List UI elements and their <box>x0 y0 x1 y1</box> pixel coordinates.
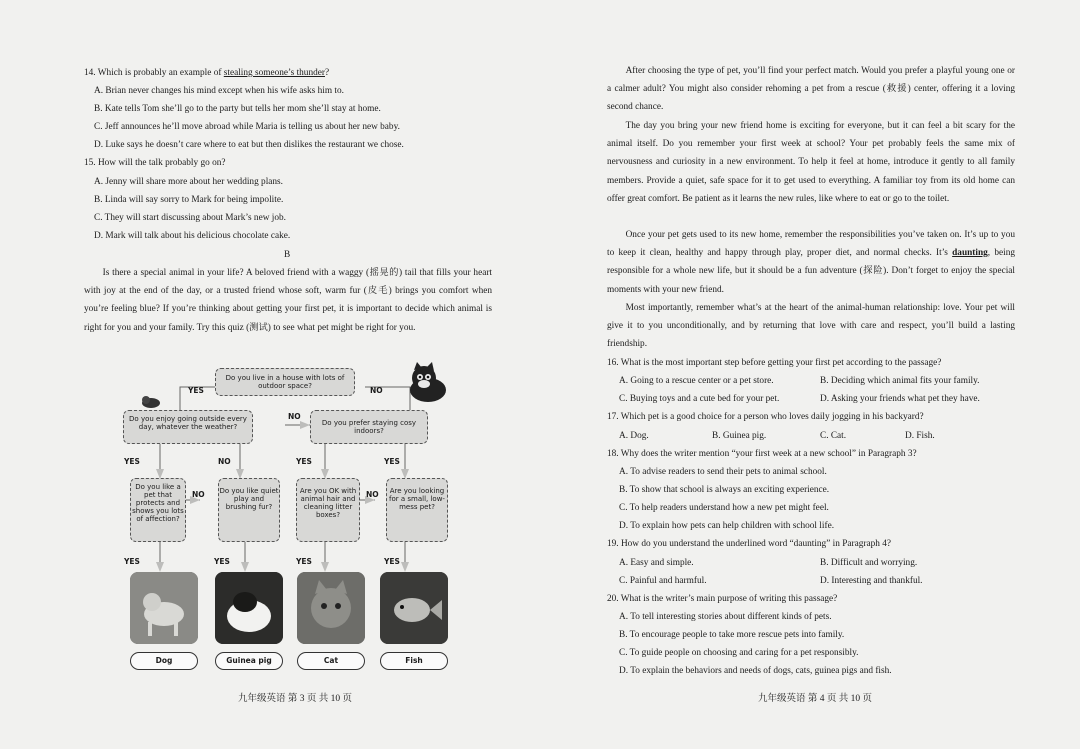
dog-photo <box>130 572 198 644</box>
q14-underlined-phrase: stealing someone’s thunder <box>223 68 325 78</box>
result-dog: Dog <box>130 652 198 670</box>
q18-option-a: A. To advise readers to send their pets to animal school. <box>619 467 827 477</box>
cat-photo <box>297 572 365 644</box>
chart-question-outside: Do you enjoy going outside every day, whatever the weather? <box>123 410 253 444</box>
chart-yes-label: YES <box>124 557 140 566</box>
chart-no-label: NO <box>218 457 231 466</box>
fish-photo <box>380 572 448 644</box>
q17-option-d: D. Fish. <box>905 431 935 441</box>
q18-option-b: B. To show that school is always an exciting experience. <box>619 485 830 495</box>
q18-stem: 18. Why does the writer mention “your first week at a new school” in Paragraph 3? <box>607 449 917 459</box>
intro-paragraph: Is there a special animal in your life? A beloved friend with a waggy (摇晃的) tail that fills your heart with joy at the end of the day, or a trusted friend whose soft, warm fur (皮毛) brings you comfort when you’re feeling blue? If you’re thinking about getting your first pet, it is important to decide which animal is right for you and your family. Try this quiz (测试) to see what pet might be right for you. <box>84 268 492 333</box>
q17-stem: 17. Which pet is a good choice for a person who loves daily jogging in his backyard? <box>607 412 924 422</box>
q14-option-b: B. Kate tells Tom she’ll go to the party but tells her mom she’ll stay at home. <box>94 104 381 114</box>
paragraph-4: Once your pet gets used to its new home, remember the responsibilities you’ve taken on. It’s up to you to keep it clean, healthy and happy through play, proper diet, and normal checks. It’s daunting, being responsible for a whole new life, but it should be a fun adventure (探险). Don’t forget to enjoy the special moments with your new friend. <box>607 230 1015 295</box>
result-guinea-pig: Guinea pig <box>215 652 283 670</box>
q15-option-a: A. Jenny will share more about her wedding plans. <box>94 177 283 187</box>
left-page-footer: 九年级英语 第 3 页 共 10 页 <box>238 694 353 704</box>
q19-option-b: B. Difficult and worrying. <box>820 558 918 568</box>
q14-option-a: A. Brian never changes his mind except when his wife asks him to. <box>94 86 344 96</box>
q19-option-c: C. Painful and harmful. <box>619 576 707 586</box>
chart-yes-label: YES <box>384 557 400 566</box>
chart-no-label: NO <box>370 386 383 395</box>
q17-option-c: C. Cat. <box>820 431 847 441</box>
q20-option-b: B. To encourage people to take more rescue pets into family. <box>619 630 845 640</box>
q17-option-a: A. Dog. <box>619 431 649 441</box>
chart-question-quiet: Do you like quiet play and brushing fur? <box>218 478 280 542</box>
q16-option-a: A. Going to a rescue center or a pet store. <box>619 376 774 386</box>
chart-no-label: NO <box>288 412 301 421</box>
right-page-footer: 九年级英语 第 4 页 共 10 页 <box>758 694 873 704</box>
q20-option-c: C. To guide people on choosing and caring for a pet responsibly. <box>619 648 859 658</box>
q16-option-b: B. Deciding which animal fits your family. <box>820 376 980 386</box>
q15-option-b: B. Linda will say sorry to Mark for being impolite. <box>94 195 284 205</box>
q16-option-d: D. Asking your friends what pet they have. <box>820 394 980 404</box>
q15-stem: 15. How will the talk probably go on? <box>84 158 226 168</box>
q16-stem: 16. What is the most important step before getting your first pet according to the passage? <box>607 358 942 368</box>
chart-yes-label: YES <box>188 386 204 395</box>
paragraph-3: The day you bring your new friend home is exciting for everyone, but it can feel a bit scary for the animal itself. Do you remember your first week at school? Your pet probably feels the same mix of nervousness and curiosity in a new environment. To help it feel at home, introduce it gently to all family members. Provide a quiet, safe space for it to get used to everything. A familiar toy from its old home can offer great comfort. Be patient as it learns the new rules, like where to eat or go to the toilet. <box>607 121 1015 204</box>
q19-option-a: A. Easy and simple. <box>619 558 694 568</box>
q18-option-c: C. To help readers understand how a new pet might feel. <box>619 503 829 513</box>
q14-option-c: C. Jeff announces he’ll move abroad while Maria is telling us about her new baby. <box>94 122 400 132</box>
paragraph-2: After choosing the type of pet, you’ll find your perfect match. Would you prefer a playful young one or a calmer adult? You might also consider rehoming a pet from a rescue (救援) center, offering it a loving second chance. <box>607 66 1015 113</box>
chart-yes-label: YES <box>214 557 230 566</box>
chart-yes-label: YES <box>124 457 140 466</box>
q19-stem: 19. How do you understand the underlined word “daunting” in Paragraph 4? <box>607 539 891 549</box>
q14-option-d: D. Luke says he doesn’t care where to eat but then dislikes the restaurant we chose. <box>94 140 404 150</box>
q20-option-d: D. To explain the behaviors and needs of dogs, cats, guinea pigs and fish. <box>619 666 892 676</box>
result-fish: Fish <box>380 652 448 670</box>
chart-no-label: NO <box>366 490 379 499</box>
chart-question-small: Are you looking for a small, low-mess pet? <box>386 478 448 542</box>
chart-question-protect: Do you like a pet that protects and shows you lots of affection? <box>130 478 186 542</box>
underlined-word-daunting: daunting <box>952 248 988 259</box>
q15-option-c: C. They will start discussing about Mark’s new job. <box>94 213 286 223</box>
chart-question-house: Do you live in a house with lots of outdoor space? <box>215 368 355 396</box>
chart-question-hair: Are you OK with animal hair and cleaning litter boxes? <box>296 478 360 542</box>
chart-question-indoors: Do you prefer staying cosy indoors? <box>310 410 428 444</box>
chart-yes-label: YES <box>296 457 312 466</box>
q18-option-d: D. To explain how pets can help children with school life. <box>619 521 835 531</box>
chart-yes-label: YES <box>296 557 312 566</box>
chart-yes-label: YES <box>384 457 400 466</box>
result-cat: Cat <box>297 652 365 670</box>
dog-cartoon-icon <box>140 394 162 410</box>
guinea-pig-photo <box>215 572 283 644</box>
q19-option-d: D. Interesting and thankful. <box>820 576 923 586</box>
q17-option-b: B. Guinea pig. <box>712 431 767 441</box>
paragraph-5: Most importantly, remember what’s at the heart of the animal-human relationship: love. Your pet will give it to you unconditionally, and by returning that love with care and respect, you’ll build a lasting friendship. <box>607 303 1015 350</box>
cat-cartoon-icon <box>404 362 450 404</box>
section-b-heading: B <box>284 250 291 260</box>
q16-option-c: C. Buying toys and a cute bed for your pet. <box>619 394 780 404</box>
q15-option-d: D. Mark will talk about his delicious chocolate cake. <box>94 231 291 241</box>
q20-option-a: A. To tell interesting stories about different kinds of pets. <box>619 612 832 622</box>
q14-stem: 14. Which is probably an example of stealing someone’s thunder? <box>84 68 330 78</box>
chart-no-label: NO <box>192 490 205 499</box>
q20-stem: 20. What is the writer’s main purpose of writing this passage? <box>607 594 838 604</box>
